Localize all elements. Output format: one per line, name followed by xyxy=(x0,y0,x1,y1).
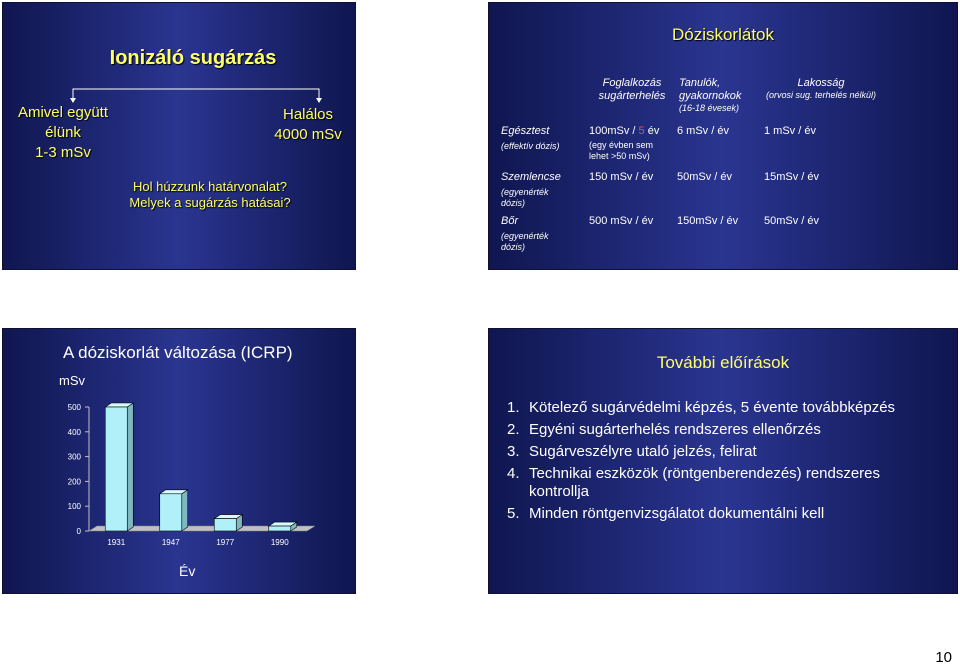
y-tick-label: 500 xyxy=(67,403,81,412)
skin-students: 150mSv / év xyxy=(677,215,739,227)
bar xyxy=(214,519,236,531)
list-item: 4. Technikai eszközök (röntgenberendezés) rendszeres kontrollja xyxy=(507,465,881,500)
x-tick-label: 1931 xyxy=(107,538,126,547)
whole-body-occupational: 100mSv / 5 év (egy évben sem lehet >50 mSv) xyxy=(589,125,660,161)
page-number: 10 xyxy=(935,649,952,666)
y-tick-label: 400 xyxy=(67,427,81,437)
y-tick-label: 100 xyxy=(67,502,81,512)
y-tick-label: 0 xyxy=(76,527,81,536)
dose-limit-bar-chart xyxy=(3,329,355,593)
bar xyxy=(105,407,127,531)
y-tick-label: 200 xyxy=(67,477,81,487)
col-header-public: Lakosság (orvosi sug. terhelés nélkül) xyxy=(765,77,877,100)
x-axis-label: Év xyxy=(179,563,196,579)
slide1-title: Ionizáló sugárzás xyxy=(109,47,277,69)
bar-side xyxy=(182,490,188,531)
eye-lens-public: 15mSv / év xyxy=(764,171,820,183)
list-item: 1. Kötelező sugárvédelmi képzés, 5 évente továbbképzés xyxy=(507,399,896,416)
regulation-list xyxy=(503,399,943,527)
list-item: 5. Minden röntgenvizsgálatot dokumentálni kell xyxy=(507,505,825,522)
bar-side xyxy=(127,403,133,531)
list-item: 2. Egyéni sugárterhelés rendszeres ellenőrzés xyxy=(507,421,821,438)
skin-public: 50mSv / év xyxy=(764,215,820,227)
whole-body-students: 6 mSv / év xyxy=(677,125,729,137)
row-label-whole-body: Egésztest (effektív dózis) xyxy=(501,125,560,151)
living-with-dose: Amivel együtt élünk 1-3 mSv xyxy=(17,104,109,161)
row-label-skin: Bőr (egyenérték dózis) xyxy=(501,215,549,252)
col-header-occupational: Foglalkozás sugárterhelés xyxy=(598,77,666,102)
lethal-dose: Halálos 4000 mSv xyxy=(274,106,342,143)
x-tick-label: 1990 xyxy=(270,538,289,547)
slide4-title: További előírások xyxy=(656,353,790,372)
skin-occupational: 500 mSv / év xyxy=(589,215,654,227)
col-header-students: Tanulók, gyakornokok (16-18 évesek) xyxy=(679,77,742,113)
list-item: 3. Sugárveszélyre utaló jelzés, felirat xyxy=(507,443,757,460)
bar xyxy=(269,526,291,531)
y-axis-unit: mSv xyxy=(59,373,85,388)
slide2-title: Dóziskorlátok xyxy=(671,25,775,44)
slide-dose-limit-change xyxy=(2,328,356,594)
x-tick-label: 1977 xyxy=(216,538,235,547)
slide-dose-limits xyxy=(488,2,958,270)
x-tick-label: 1947 xyxy=(161,538,180,547)
eye-lens-occupational: 150 mSv / év xyxy=(589,171,654,183)
bar xyxy=(160,494,182,531)
row-label-eye-lens: Szemlencse (egyenérték dózis) xyxy=(501,171,561,208)
slide-further-regulations xyxy=(488,328,958,594)
slide-ionizing-radiation xyxy=(2,2,356,270)
eye-lens-students: 50mSv / év xyxy=(677,171,733,183)
y-tick-label: 300 xyxy=(67,452,81,462)
questions: Hol húzzunk határvonalat? Melyek a sugárzás hatásai? xyxy=(129,179,291,210)
slide3-title: A dóziskorlát változása (ICRP) xyxy=(63,343,293,362)
whole-body-public: 1 mSv / év xyxy=(764,125,816,137)
